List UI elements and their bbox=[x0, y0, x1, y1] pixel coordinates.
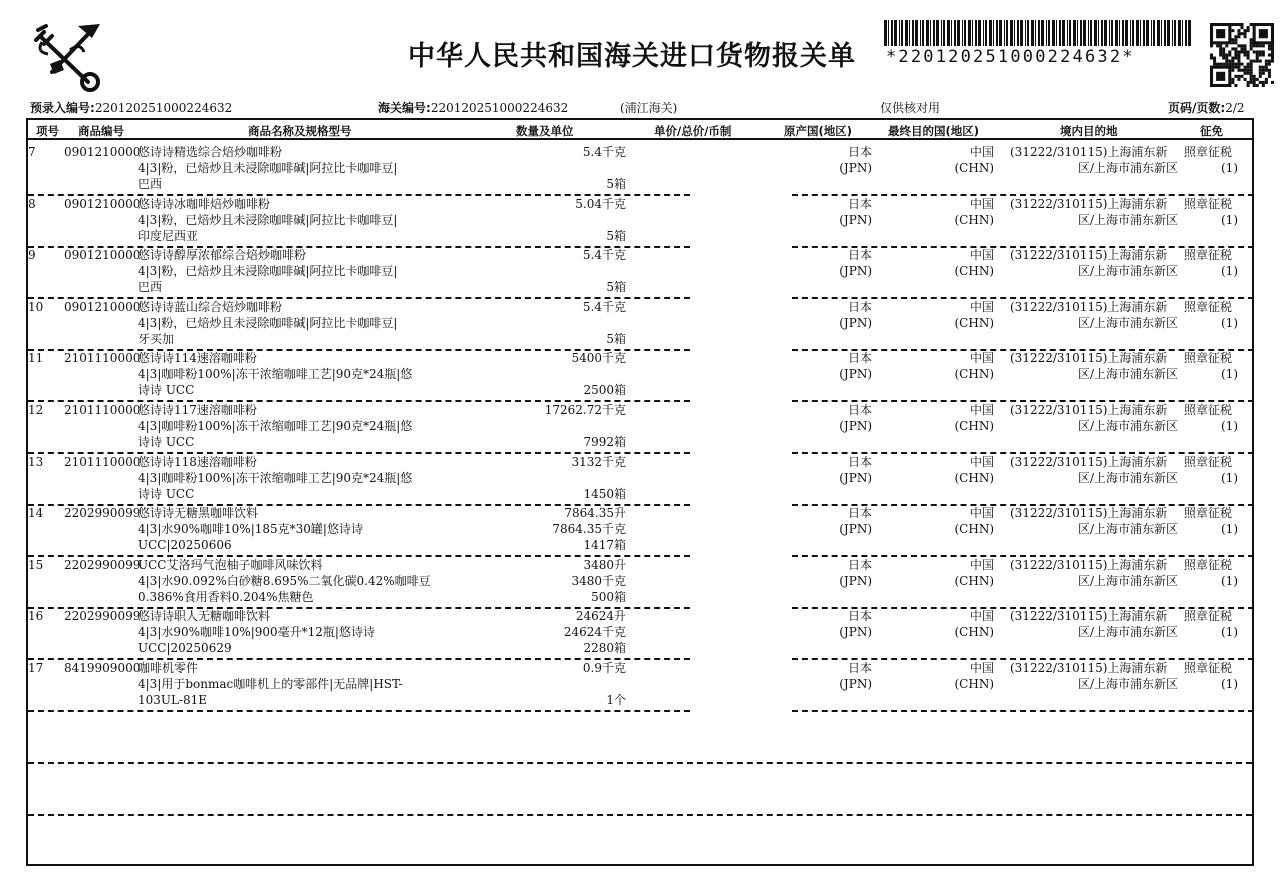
domestic-destination-cont: 区/上海市浦东新区 bbox=[1077, 470, 1178, 485]
col-price: 单价/总价/币制 bbox=[654, 124, 732, 138]
table-row bbox=[28, 400, 1252, 452]
quantity-3: 5箱 bbox=[606, 280, 626, 295]
goods-spec-cont: 诗诗 UCC bbox=[138, 486, 195, 501]
item-no: 15 bbox=[28, 557, 44, 572]
item-no: 16 bbox=[28, 609, 44, 624]
table-row bbox=[28, 194, 1252, 246]
duty-code: (1) bbox=[1221, 522, 1238, 537]
goods-spec-cont: 诗诗 UCC bbox=[138, 435, 195, 449]
goods-spec-cont: UCC|20250606 bbox=[138, 538, 232, 553]
item-no: 9 bbox=[28, 248, 36, 263]
goods-name: 悠诗诗114速溶咖啡粉 bbox=[138, 351, 257, 366]
quantity-3: 1450箱 bbox=[583, 486, 626, 501]
goods-spec-cont: 巴西 bbox=[138, 177, 163, 191]
goods-code: 2202990099 bbox=[64, 609, 141, 624]
duty-code: (1) bbox=[1221, 419, 1238, 433]
quantity-3: 2500箱 bbox=[583, 383, 626, 398]
goods-code: 0901210000 bbox=[64, 248, 141, 263]
origin-country: 日本 bbox=[847, 403, 872, 417]
origin-code: (JPN) bbox=[839, 367, 872, 382]
table-row bbox=[28, 658, 1252, 710]
quantity-3: 5箱 bbox=[606, 177, 626, 191]
duty-mode: 照章征税 bbox=[1184, 248, 1233, 263]
item-no: 11 bbox=[28, 351, 44, 366]
table-row bbox=[28, 348, 1252, 400]
duty-mode: 照章征税 bbox=[1184, 557, 1233, 572]
domestic-destination: (31222/310115)上海浦东新 bbox=[1010, 609, 1168, 624]
goods-code: 2101110000 bbox=[64, 403, 141, 417]
domestic-destination: (31222/310115)上海浦东新 bbox=[1010, 248, 1168, 263]
destination-code: (CHN) bbox=[954, 573, 994, 588]
quantity-1: 17262.72千克 bbox=[544, 403, 626, 417]
goods-spec-cont: 103UL-81E bbox=[138, 693, 208, 707]
goods-name: 悠诗诗精选综合焙炒咖啡粉 bbox=[138, 145, 283, 159]
goods-code: 2101110000 bbox=[64, 351, 141, 366]
destination-code: (CHN) bbox=[954, 625, 994, 640]
quantity-2: 24624千克 bbox=[563, 625, 626, 640]
table-row bbox=[28, 503, 1252, 555]
item-no: 17 bbox=[28, 661, 44, 675]
goods-spec: 4|3|咖啡粉100%|冻干浓缩咖啡工艺|90克*24瓶|悠 bbox=[138, 367, 413, 382]
quantity-1: 3132千克 bbox=[571, 454, 626, 469]
origin-country: 日本 bbox=[847, 661, 872, 675]
col-goods-name: 商品名称及规格型号 bbox=[248, 124, 352, 138]
barcode-number: *220120251000224632* bbox=[886, 47, 1135, 67]
customs-port: (浦江海关) bbox=[620, 101, 678, 115]
duty-code: (1) bbox=[1221, 470, 1238, 485]
domestic-destination-cont: 区/上海市浦东新区 bbox=[1077, 212, 1178, 227]
row-separator bbox=[792, 710, 1254, 712]
goods-spec: 4|3|咖啡粉100%|冻干浓缩咖啡工艺|90克*24瓶|悠 bbox=[138, 470, 413, 485]
origin-country: 日本 bbox=[847, 351, 872, 366]
domestic-destination-cont: 区/上海市浦东新区 bbox=[1077, 367, 1178, 382]
domestic-destination: (31222/310115)上海浦东新 bbox=[1010, 145, 1168, 159]
duty-mode: 照章征税 bbox=[1184, 299, 1233, 314]
document-title: 中华人民共和国海关进口货物报关单 bbox=[408, 41, 856, 72]
destination-country: 中国 bbox=[969, 661, 994, 675]
quantity-1: 3480升 bbox=[583, 557, 626, 572]
domestic-destination-cont: 区/上海市浦东新区 bbox=[1077, 625, 1178, 640]
origin-country: 日本 bbox=[847, 506, 872, 521]
col-quantity: 数量及单位 bbox=[516, 124, 574, 138]
goods-spec-cont: 印度尼西亚 bbox=[138, 228, 199, 243]
destination-code: (CHN) bbox=[954, 522, 994, 537]
origin-code: (JPN) bbox=[839, 315, 872, 330]
goods-name: 悠诗诗醇厚浓郁综合焙炒咖啡粉 bbox=[138, 248, 307, 263]
origin-country: 日本 bbox=[847, 248, 872, 263]
duty-code: (1) bbox=[1221, 573, 1238, 588]
goods-spec: 4|3|粉，已焙炒且未浸除咖啡碱|阿拉比卡咖啡豆| bbox=[138, 212, 398, 227]
duty-code: (1) bbox=[1221, 367, 1238, 382]
goods-name: 悠诗诗冰咖啡焙炒咖啡粉 bbox=[138, 196, 271, 211]
origin-country: 日本 bbox=[847, 196, 872, 211]
quantity-1: 24624升 bbox=[575, 609, 626, 624]
goods-code: 0901210000 bbox=[64, 145, 141, 159]
qr-code-image bbox=[1210, 23, 1274, 87]
destination-code: (CHN) bbox=[954, 161, 994, 175]
goods-spec-cont: 巴西 bbox=[138, 280, 163, 295]
origin-code: (JPN) bbox=[839, 677, 872, 691]
goods-table bbox=[26, 118, 1254, 866]
duty-code: (1) bbox=[1221, 212, 1238, 227]
quantity-3: 7992箱 bbox=[583, 435, 626, 449]
origin-code: (JPN) bbox=[839, 264, 872, 279]
goods-name: 咖啡机零件 bbox=[138, 661, 199, 675]
destination-code: (CHN) bbox=[954, 367, 994, 382]
col-goods-code: 商品编号 bbox=[78, 124, 124, 138]
origin-code: (JPN) bbox=[839, 470, 872, 485]
item-no: 8 bbox=[28, 196, 36, 211]
goods-spec: 4|3|粉，已焙炒且未浸除咖啡碱|阿拉比卡咖啡豆| bbox=[138, 264, 398, 279]
destination-code: (CHN) bbox=[954, 419, 994, 433]
destination-code: (CHN) bbox=[954, 470, 994, 485]
origin-code: (JPN) bbox=[839, 522, 872, 537]
quantity-3: 1个 bbox=[606, 693, 626, 707]
quantity-1: 5400千克 bbox=[571, 351, 626, 366]
origin-country: 日本 bbox=[847, 145, 872, 159]
destination-country: 中国 bbox=[969, 145, 994, 159]
destination-country: 中国 bbox=[969, 248, 994, 263]
duty-code: (1) bbox=[1221, 315, 1238, 330]
goods-code: 0901210000 bbox=[64, 299, 141, 314]
table-row bbox=[28, 555, 1252, 607]
origin-country: 日本 bbox=[847, 557, 872, 572]
goods-name: 悠诗诗117速溶咖啡粉 bbox=[138, 403, 257, 417]
destination-country: 中国 bbox=[969, 506, 994, 521]
blank-row-separator bbox=[28, 762, 1252, 764]
destination-country: 中国 bbox=[969, 196, 994, 211]
duty-mode: 照章征税 bbox=[1184, 609, 1233, 624]
goods-name: 悠诗诗职人无糖咖啡饮料 bbox=[138, 609, 271, 624]
col-domestic-destination: 境内目的地 bbox=[1060, 124, 1118, 138]
goods-code: 0901210000 bbox=[64, 196, 141, 211]
col-item-no: 项号 bbox=[36, 124, 59, 138]
destination-code: (CHN) bbox=[954, 264, 994, 279]
origin-code: (JPN) bbox=[839, 419, 872, 433]
item-no: 12 bbox=[28, 403, 44, 417]
table-row bbox=[28, 606, 1252, 658]
goods-spec-cont: UCC|20250629 bbox=[138, 641, 232, 656]
duty-mode: 照章征税 bbox=[1184, 403, 1233, 417]
duty-code: (1) bbox=[1221, 625, 1238, 640]
goods-spec: 4|3|水90%咖啡10%|185克*30罐|悠诗诗 bbox=[138, 522, 363, 537]
domestic-destination: (31222/310115)上海浦东新 bbox=[1010, 454, 1168, 469]
origin-country: 日本 bbox=[847, 454, 872, 469]
goods-spec-cont: 诗诗 UCC bbox=[138, 383, 195, 398]
quantity-3: 500箱 bbox=[591, 589, 626, 604]
verification-note: 仅供核对用 bbox=[880, 101, 941, 115]
domestic-destination-cont: 区/上海市浦东新区 bbox=[1077, 161, 1178, 175]
destination-code: (CHN) bbox=[954, 212, 994, 227]
domestic-destination: (31222/310115)上海浦东新 bbox=[1010, 299, 1168, 314]
table-header bbox=[28, 120, 1252, 140]
table-row bbox=[28, 452, 1252, 504]
goods-spec: 4|3|粉，已焙炒且未浸除咖啡碱|阿拉比卡咖啡豆| bbox=[138, 161, 398, 175]
col-origin: 原产国(地区) bbox=[784, 124, 853, 138]
origin-country: 日本 bbox=[847, 609, 872, 624]
row-separator bbox=[28, 710, 690, 712]
goods-spec: 4|3|粉，已焙炒且未浸除咖啡碱|阿拉比卡咖啡豆| bbox=[138, 315, 398, 330]
duty-code: (1) bbox=[1221, 161, 1238, 175]
domestic-destination: (31222/310115)上海浦东新 bbox=[1010, 506, 1168, 521]
quantity-1: 5.4千克 bbox=[582, 299, 626, 314]
origin-code: (JPN) bbox=[839, 161, 872, 175]
quantity-3: 1417箱 bbox=[583, 538, 626, 553]
domestic-destination-cont: 区/上海市浦东新区 bbox=[1077, 419, 1178, 433]
duty-mode: 照章征税 bbox=[1184, 454, 1233, 469]
goods-spec-cont: 牙买加 bbox=[138, 331, 175, 346]
goods-spec: 4|3|水90%咖啡10%|900毫升*12瓶|悠诗诗 bbox=[138, 625, 375, 640]
duty-mode: 照章征税 bbox=[1184, 661, 1233, 675]
col-duty: 征免 bbox=[1200, 124, 1223, 138]
domestic-destination-cont: 区/上海市浦东新区 bbox=[1077, 264, 1178, 279]
destination-country: 中国 bbox=[969, 557, 994, 572]
page-number: 页码/页数:2/2 bbox=[1168, 101, 1245, 115]
domestic-destination-cont: 区/上海市浦东新区 bbox=[1077, 522, 1178, 537]
goods-spec-cont: 0.386%食用香料0.204%焦糖色 bbox=[138, 589, 314, 604]
destination-country: 中国 bbox=[969, 609, 994, 624]
item-no: 13 bbox=[28, 454, 44, 469]
duty-mode: 照章征税 bbox=[1184, 506, 1233, 521]
goods-code: 8419909000 bbox=[64, 661, 141, 675]
goods-spec: 4|3|咖啡粉100%|冻干浓缩咖啡工艺|90克*24瓶|悠 bbox=[138, 419, 413, 433]
pre-entry-number: 预录入编号:220120251000224632 bbox=[30, 101, 233, 115]
goods-code: 2101110000 bbox=[64, 454, 141, 469]
duty-mode: 照章征税 bbox=[1184, 145, 1233, 159]
goods-spec: 4|3|用于bonmac咖啡机上的零部件|无品牌|HST- bbox=[138, 677, 403, 691]
barcode-image bbox=[884, 20, 1192, 46]
domestic-destination-cont: 区/上海市浦东新区 bbox=[1077, 315, 1178, 330]
customs-number: 海关编号:220120251000224632 bbox=[378, 101, 569, 115]
duty-mode: 照章征税 bbox=[1184, 351, 1233, 366]
domestic-destination: (31222/310115)上海浦东新 bbox=[1010, 557, 1168, 572]
quantity-3: 5箱 bbox=[606, 228, 626, 243]
origin-country: 日本 bbox=[847, 299, 872, 314]
destination-country: 中国 bbox=[969, 299, 994, 314]
customs-emblem-logo bbox=[30, 22, 104, 92]
origin-code: (JPN) bbox=[839, 625, 872, 640]
destination-country: 中国 bbox=[969, 351, 994, 366]
blank-row-separator bbox=[28, 814, 1252, 816]
quantity-1: 0.9千克 bbox=[582, 661, 626, 675]
goods-name: 悠诗诗无糖黑咖啡饮料 bbox=[138, 506, 259, 521]
quantity-2: 7864.35千克 bbox=[552, 522, 626, 537]
table-row bbox=[28, 142, 1252, 194]
table-row bbox=[28, 297, 1252, 349]
duty-code: (1) bbox=[1221, 677, 1238, 691]
item-no: 10 bbox=[28, 299, 44, 314]
destination-country: 中国 bbox=[969, 403, 994, 417]
quantity-1: 5.04千克 bbox=[575, 196, 626, 211]
table-row bbox=[28, 245, 1252, 297]
goods-code: 2202990099 bbox=[64, 557, 141, 572]
goods-code: 2202990099 bbox=[64, 506, 141, 521]
domestic-destination-cont: 区/上海市浦东新区 bbox=[1077, 677, 1178, 691]
destination-code: (CHN) bbox=[954, 315, 994, 330]
quantity-1: 5.4千克 bbox=[582, 145, 626, 159]
destination-code: (CHN) bbox=[954, 677, 994, 691]
origin-code: (JPN) bbox=[839, 573, 872, 588]
quantity-3: 2280箱 bbox=[583, 641, 626, 656]
quantity-1: 7864.35升 bbox=[564, 506, 626, 521]
domestic-destination: (31222/310115)上海浦东新 bbox=[1010, 403, 1168, 417]
item-no: 14 bbox=[28, 506, 44, 521]
quantity-3: 5箱 bbox=[606, 331, 626, 346]
destination-country: 中国 bbox=[969, 454, 994, 469]
goods-name: 悠诗诗蓝山综合焙炒咖啡粉 bbox=[138, 299, 283, 314]
quantity-2: 3480千克 bbox=[571, 573, 626, 588]
origin-code: (JPN) bbox=[839, 212, 872, 227]
domestic-destination: (31222/310115)上海浦东新 bbox=[1010, 661, 1168, 675]
domestic-destination: (31222/310115)上海浦东新 bbox=[1010, 351, 1168, 366]
quantity-1: 5.4千克 bbox=[582, 248, 626, 263]
goods-spec: 4|3|水90.092%白砂糖8.695%二氧化碳0.42%咖啡豆 bbox=[138, 573, 431, 588]
col-destination: 最终目的国(地区) bbox=[888, 124, 980, 138]
item-no: 7 bbox=[28, 145, 36, 159]
domestic-destination: (31222/310115)上海浦东新 bbox=[1010, 196, 1168, 211]
duty-mode: 照章征税 bbox=[1184, 196, 1233, 211]
domestic-destination-cont: 区/上海市浦东新区 bbox=[1077, 573, 1178, 588]
goods-name: UCC艾洛玛气泡柚子咖啡风味饮料 bbox=[138, 557, 323, 572]
duty-code: (1) bbox=[1221, 264, 1238, 279]
goods-name: 悠诗诗118速溶咖啡粉 bbox=[138, 454, 257, 469]
